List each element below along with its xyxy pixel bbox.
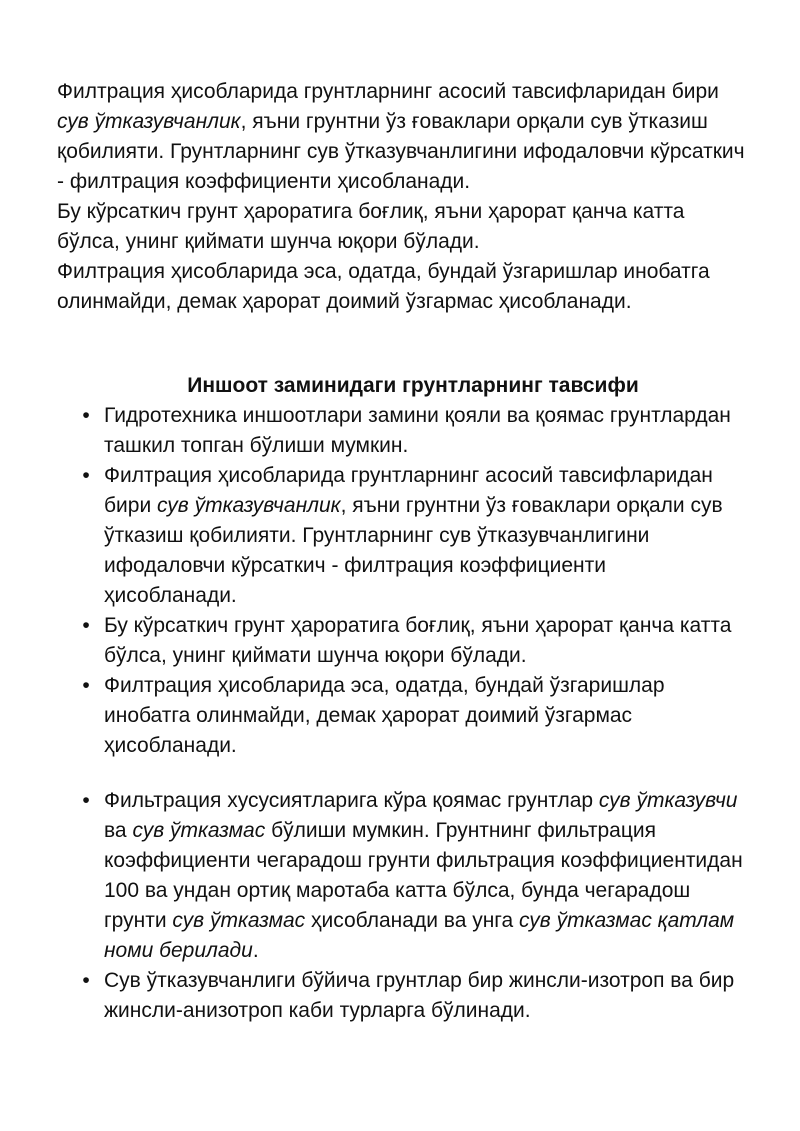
list-item-text: Фильтрация хусусиятларига кўра қоямас грунтлар [104,789,599,812]
list-item-emphasis: сув ўтказмас [172,909,306,932]
intro-text: , яъни грунтни ўз ғоваклари орқали сув ўтказиш қобилияти. Грунтларнинг сув ўтказувчанлигини ифодаловчи кўрсаткич - филтрация коэффициенти ҳисобланади. [57,110,745,193]
list-item-text: бўлиши мумкин. Грунтнинг фильтрация коэффициенти чегарадош грунти фильтрация коэффициентидан 100 ва ундан ортиқ маротаба катта бўлса, бунда чегарадош грунти [104,819,743,932]
intro-line-1 [57,77,747,197]
list-item [82,671,744,761]
list-item-emphasis: сув ўтказувчи [598,789,738,812]
list-item-emphasis: сув ўтказмас қатлам номи берилади [104,909,735,962]
list-item [82,966,744,1026]
list-item-text: Бу кўрсаткич грунт ҳароратига боғлиқ, яъни ҳарорат қанча катта бўлса, унинг қиймати шунча юқори бўлади. [104,614,732,667]
list-item-text: ва [104,819,133,842]
intro-line-3: Филтрация ҳисобларида эса, одатда, бундай ўзгаришлар инобатга олинмайди, демак ҳарорат доимий ўзгармас ҳисобланади. [57,260,710,313]
list-item [82,401,744,461]
bullet-icon: • [82,464,90,487]
list-item [82,461,744,611]
list-item-text: ҳисобланади ва унга [305,909,520,932]
list-item-text: Филтрация ҳисобларида эса, одатда, бундай ўзгаришлар инобатга олинмайди, демак ҳарорат доимий ўзгармас ҳисобланади. [104,674,665,757]
bullet-icon: • [82,614,90,637]
list-item-text: Филтрация ҳисобларида грунтларнинг асосий тавсифларидан бири [104,464,713,517]
bullet-icon: • [82,789,90,812]
bullet-icon: • [82,404,90,427]
list-item-emphasis: сув ўтказмас [132,819,266,842]
bullet-list-1 [82,401,744,761]
list-item-emphasis: сув ўтказувчанлик [157,494,341,517]
list-item-text: Гидротехника иншоотлари замини қояли ва қоямас грунтлардан ташкил топган бўлиши мумкин. [104,404,731,457]
intro-line-2: Бу кўрсаткич грунт ҳароратига боғлиқ, яъни ҳарорат қанча катта бўлса, унинг қиймати шунча юқори бўлади. [57,200,685,253]
list-item-text: . [252,939,259,962]
bullet-list-2 [82,786,744,1026]
intro-paragraph [57,77,747,317]
bullet-icon: • [82,969,90,992]
list-item-text: Сув ўтказувчанлиги бўйича грунтлар бир жинсли-изотроп ва бир жинсли-анизотроп каби турларга бўлинади. [104,969,735,1022]
list-item-text: , яъни грунтни ўз ғоваклари орқали сув ўтказиш қобилияти. Грунтларнинг сув ўтказувчанлигини ифодаловчи кўрсаткич - филтрация коэффициенти ҳисобланади. [104,494,723,607]
section-heading: Иншоот заминидаги грунтларнинг тавсифи [187,374,639,397]
intro-emphasis: сув ўтказувчанлик [57,110,241,133]
intro-text: Филтрация ҳисобларида грунтларнинг асосий тавсифларидан бири [57,80,719,103]
list-item [82,611,744,671]
bullet-icon: • [82,674,90,697]
list-item [82,786,744,966]
